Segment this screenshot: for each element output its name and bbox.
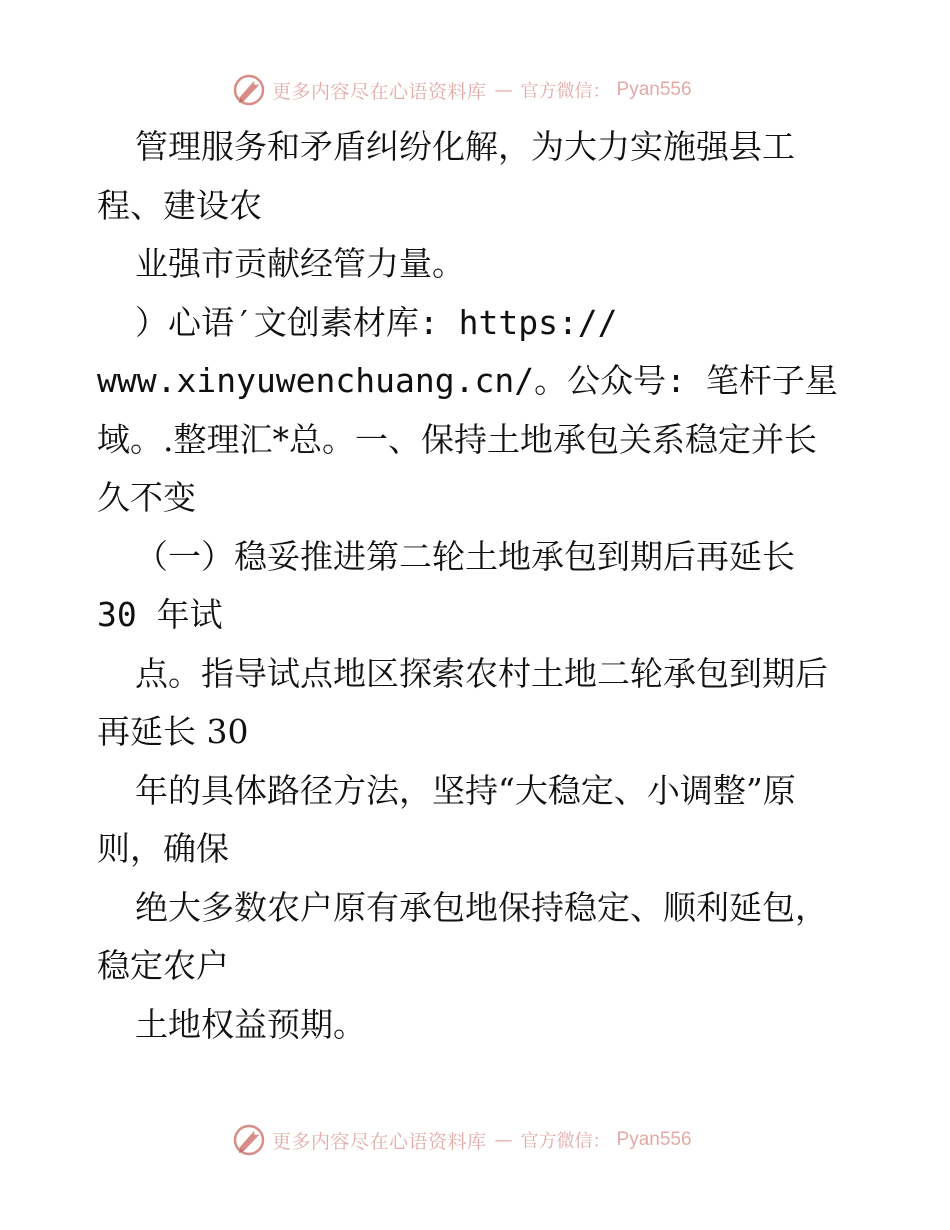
watermark-wechat-id: Pyan556 (616, 79, 692, 100)
text-line: 域。.整理汇*总。一、保持土地承包关系稳定并长 (97, 419, 817, 459)
text-line: 点。指导试点地区探索农村土地二轮承包到期后 (135, 653, 828, 693)
pen-logo-icon (232, 1123, 266, 1157)
text-line: 久不变 (97, 478, 196, 517)
watermark-wechat-label: 官方微信： (520, 1131, 611, 1152)
text-line: 绝大多数农户原有承包地保持稳定、顺利延包， (135, 887, 828, 927)
watermark-separator: — (494, 1129, 513, 1151)
text-line: 年的具体路径方法，坚持“大稳定、小调整”原 (135, 770, 796, 810)
text-line: （一）稳妥推进第二轮土地承包到期后再延长 (135, 536, 795, 576)
text-line: 程、建设农 (97, 185, 262, 225)
text-line: 则，确保 (97, 829, 229, 868)
text-line: www.xinyuwenchuang.cn/。公众号: 笔杆子星 (97, 361, 838, 400)
text-line: 业强市贡献经管力量。 (135, 244, 465, 283)
footer-watermark (232, 1122, 712, 1158)
watermark-wechat-label: 官方微信： (520, 81, 611, 102)
text-line: 管理服务和矛盾纠纷化解，为大力实施强县工 (135, 127, 795, 166)
watermark-text: 更多内容尽在心语资料库 (272, 1130, 487, 1153)
watermark-text: 更多内容尽在心语资料库 (272, 80, 487, 103)
watermark-separator: — (494, 79, 513, 101)
text-line: 30 年试 (97, 595, 223, 634)
body-text (97, 118, 867, 1054)
pen-logo-icon (232, 73, 266, 107)
text-line: ）心语′文创素材库: https:// (135, 302, 618, 342)
text-line: 再延长 30 (97, 712, 249, 751)
text-line: 稳定农户 (97, 946, 229, 985)
header-watermark (232, 72, 712, 108)
watermark-wechat-id: Pyan556 (616, 1129, 692, 1150)
text-line: 土地权益预期。 (135, 1004, 366, 1044)
